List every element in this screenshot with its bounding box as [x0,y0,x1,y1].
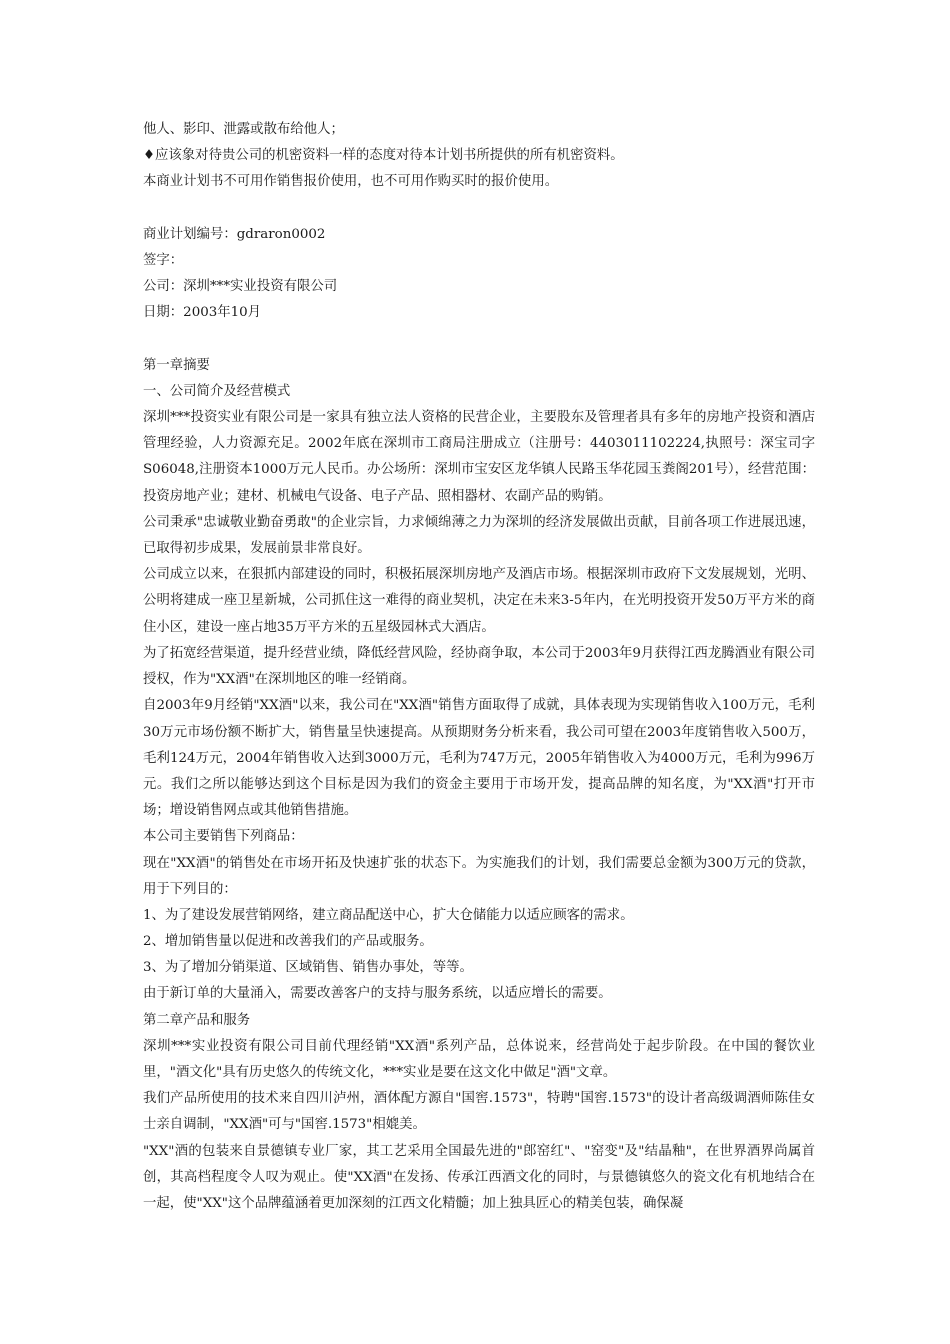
section-1-heading: 一、公司简介及经营模式 [143,383,291,399]
packaging-paragraph: "XX"酒的包装来自景德镇专业厂家，其工艺采用全国最先进的"郎窑红"、"窑变"及"结晶釉"，在世界酒界尚属首创，其高档程度令人叹为观止。使"XX酒"在发扬、传承江西酒文化的同时，与景德镇悠久的瓷文化有机地结合在一起，使"XX"这个品牌蕴涵着更加深刻的江西文化精髓；加上独具匠心的精美包装，确保凝 [143,1143,815,1212]
chapter-1-title: 第一章摘要 [143,357,210,373]
signature-label: 签字： [143,252,184,268]
loan-purpose-paragraph: 现在"XX酒"的销售处在市场开拓及快速扩张的状态下。为实施我们的计划，我们需要总金额为300万元的贷款，用于下列目的： [143,855,815,897]
technology-paragraph: 我们产品所使用的技术来自四川泸州，酒体配方源自"国窖.1573"，特聘"国窖.1573"的设计者高级调酒师陈佳女士亲自调制，"XX酒"可与"国窖.1573"相媲美。 [143,1091,815,1133]
intro-line-3: 本商业计划书不可用作销售报价使用，也不可用作购买时的报价使用。 [143,174,559,190]
product-overview-paragraph: 深圳***实业投资有限公司目前代理经销"XX酒"系列产品，总体说来，经营尚处于起步阶段。在中国的餐饮业里，"酒文化"具有历史悠久的传统文化，***实业是要在这文化中做足"酒"文章。 [143,1038,815,1081]
list-item: 3、为了增加分销渠道、区域销售、销售办事处，等等。 [143,960,473,976]
blank-line [143,196,815,222]
company-profile-paragraph: 深圳***投资实业有限公司是一家具有独立法人资格的民营企业，主要股东及管理者具有多年的房地产投资和酒店管理经验，人力资源充足。2002年底在深圳市工商局注册成立（注册号：4403011102224,执照号：深宝司字S06048,注册资本1000万元人民币。办公场所：深圳市宝安区龙华镇人民路玉华花园玉粪阁201号），经营范围：投资房地产业；建材、机械电气设备、电子产品、照相器材、农副产品的购销。 [143,410,815,504]
plan-date: 日期：2003年10月 [143,305,262,321]
service-paragraph: 由于新订单的大量涌入，需要改善客户的支持与服务系统，以适应增长的需要。 [143,986,612,1002]
intro-line-2: ♦应该象对待贵公司的机密资料一样的态度对待本计划书所提供的所有机密资料。 [143,148,624,164]
distribution-paragraph: 为了拓宽经营渠道，提升经营业绩，降低经营风险，经协商争取，本公司于2003年9月获得江西龙腾酒业有限公司授权，作为"XX酒"在深圳地区的唯一经销商。 [143,645,815,688]
intro-line-1: 他人、影印、泄露或散布给他人； [143,122,344,137]
company-mission-paragraph: 公司秉承"忠诚敬业勤奋勇敢"的企业宗旨，力求倾绵薄之力为深圳的经济发展做出贡献，目前各项工作进展迅速，已取得初步成果，发展前景非常良好。 [143,514,815,557]
expansion-paragraph: 公司成立以来，在狠抓内部建设的同时，积极拓展深圳房地产及酒店市场。根据深圳市政府下文发展规划，光明、公明将建成一座卫星新城，公司抓住这一难得的商业契机，决定在未来3-5年内，在光明投资开发50万平方米的商住小区，建设一座占地35万平方米的五星级园林式大酒店。 [143,567,815,635]
list-item: 2、增加销售量以促进和改善我们的产品或服务。 [143,934,433,950]
list-item: 1、为了建设发展营销网络，建立商品配送中心，扩大仓储能力以适应顾客的需求。 [143,907,634,923]
products-intro: 本公司主要销售下列商品： [143,829,304,845]
chapter-2-title: 第二章产品和服务 [143,1012,251,1028]
sales-performance-paragraph: 自2003年9月经销"XX酒"以来，我公司在"XX酒"销售方面取得了成就，具体表现为实现销售收入100万元，毛利30万元市场份额不断扩大，销售量呈快速提高。从预期财务分析来看，我公司可望在2003年度销售收入500万，毛利124万元，2004年销售收入达到3000万元，毛利为747万元，2005年销售收入为4000万元，毛利为996万元。我们之所以能够达到这个目标是因为我们的资金主要用于市场开发，提高品牌的知名度，为"XX酒"打开市场；增设销售网点或其他销售措施。 [143,698,815,819]
document-page [143,117,815,1217]
company-name: 公司：深圳***实业投资有限公司 [143,279,338,295]
blank-line [143,327,815,353]
plan-number: 商业计划编号：gdraron0002 [143,226,326,242]
